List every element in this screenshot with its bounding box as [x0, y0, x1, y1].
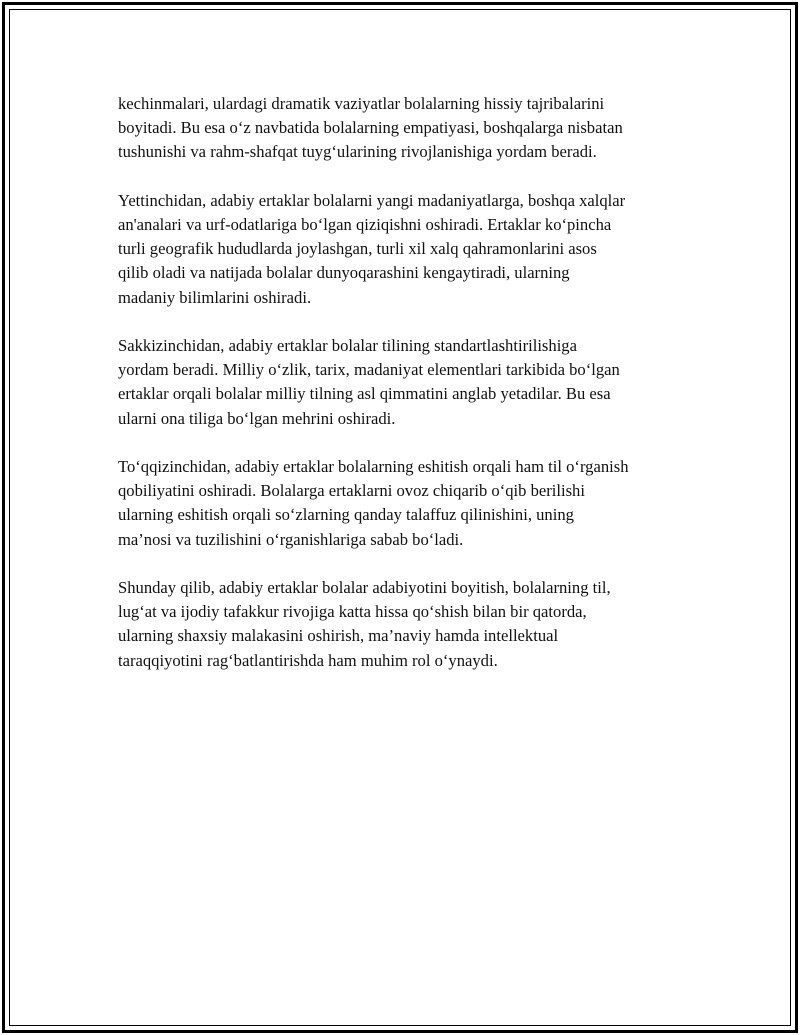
- text-line: Sakkizinchidan, adabiy ertaklar bolalar tilining standartlashtirilishiga: [118, 336, 577, 355]
- text-line: an'analari va urf-odatlariga bo‘lgan qiziqishni oshiradi. Ertaklar ko‘pincha: [118, 215, 612, 234]
- text-line: ertaklar orqali bolalar milliy tilning asl qimmatini anglab yetadilar. Bu esa: [118, 384, 611, 404]
- text-line: tushunishi va rahm-shafqat tuyg‘ularining rivojlanishiga yordam beradi.: [118, 142, 597, 162]
- paragraph: [118, 92, 698, 165]
- text-line: boyitadi. Bu esa o‘z navbatida bolalarning empatiyasi, boshqalarga nisbatan: [118, 118, 623, 138]
- text-line: yordam beradi. Milliy o‘zlik, tarix, madaniyat elementlari tarkibida bo‘lgan: [118, 360, 620, 380]
- paragraph: [118, 189, 698, 310]
- text-line: ularning eshitish orqali so‘zlarning qanday talaffuz qilinishini, uning: [118, 505, 574, 525]
- text-line: turli geografik hududlarda joylashgan, turli xil xalq qahramonlarini asos: [118, 239, 597, 259]
- text-line: kechinmalari, ulardagi dramatik vaziyatlar bolalarning hissiy tajribalarini: [118, 94, 605, 113]
- paragraph: [118, 455, 698, 552]
- text-line: lug‘at va ijodiy tafakkur rivojiga katta hissa qo‘shish bilan bir qatorda,: [118, 602, 587, 622]
- paragraph: [118, 576, 698, 673]
- paragraph: [118, 334, 698, 431]
- text-line: Shunday qilib, adabiy ertaklar bolalar adabiyotini boyitish, bolalarning til,: [118, 578, 611, 597]
- text-line: To‘qqizinchidan, adabiy ertaklar bolalarning eshitish orqali ham til o‘rganish: [118, 457, 629, 476]
- text-line: madaniy bilimlarini oshiradi.: [118, 287, 312, 307]
- document-body: [118, 92, 698, 697]
- text-line: taraqqiyotini rag‘batlantirishda ham muhim rol o‘ynaydi.: [118, 650, 498, 670]
- text-line: Yettinchidan, adabiy ertaklar bolalarni yangi madaniyatlarga, boshqa xalqlar: [118, 190, 626, 210]
- text-line: ularni ona tiliga bo‘lgan mehrini oshiradi.: [118, 408, 396, 428]
- text-line: qilib oladi va natijada bolalar dunyoqarashini kengaytiradi, ularning: [118, 263, 570, 283]
- text-line: qobiliyatini oshiradi. Bolalarga ertaklarni ovoz chiqarib o‘qib berilishi: [118, 481, 585, 501]
- text-line: ma’nosi va tuzilishini o‘rganishlariga sabab bo‘ladi.: [118, 529, 464, 549]
- text-line: ularning shaxsiy malakasini oshirish, ma’naviy hamda intellektual: [118, 626, 559, 646]
